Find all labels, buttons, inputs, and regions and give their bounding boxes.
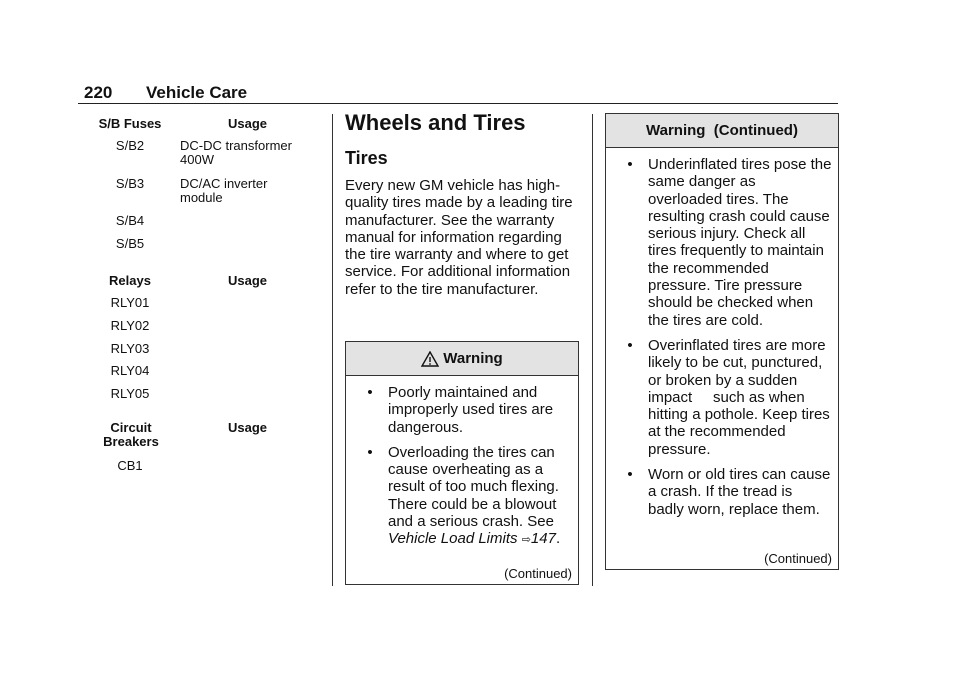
column-header: Relays — [109, 273, 151, 288]
fuse-id: S/B4 — [115, 213, 145, 228]
fuse-usage: DC-DC transformer 400W — [180, 138, 292, 167]
warning-text: Overloading the tires can cause overheating as a result of too much flexing. There could be a blowout and a serious crash. See — [388, 443, 559, 531]
page-number: 220 — [84, 83, 113, 102]
heading-wheels-and-tires: Wheels and Tires — [345, 110, 526, 135]
column-divider — [592, 114, 593, 586]
fuse-usage: DC/AC inverter module — [180, 176, 268, 205]
warning-header — [606, 114, 838, 148]
section-title: Vehicle Care — [146, 83, 248, 102]
fuse-id: S/B2 — [115, 138, 145, 153]
relay-id: RLY03 — [110, 341, 150, 356]
relay-id: RLY05 — [110, 386, 150, 401]
warning-continued-box — [605, 113, 839, 570]
warning-title: Warning (Continued) — [646, 122, 798, 139]
warning-item: • Overinflated tires are more likely to be cut, punctured, or broken by a sudden impact such as when hitting a pothole. Keep tires at the recommended pressure. — [627, 336, 834, 458]
column-header: Circuit Breakers — [103, 420, 159, 449]
warning-item: • Underinflated tires pose the same danger as overloaded tires. The resulting crash could cause serious injury. Check all tires frequently to maintain the recommended pressure. Tire pressure should be checked when the tires are cold. — [627, 156, 832, 329]
warning-text: Poorly maintained and improperly used tires are dangerous. — [388, 384, 554, 436]
relay-id: RLY01 — [110, 295, 150, 310]
warning-box — [345, 341, 579, 585]
header-rule — [78, 103, 838, 104]
page-ref[interactable]: 147 — [530, 530, 556, 548]
page-ref-arrow-icon: ⇨ — [521, 534, 531, 547]
heading-tires: Tires — [345, 148, 388, 168]
continued-label: (Continued) — [764, 551, 832, 566]
relay-id: RLY02 — [110, 318, 150, 333]
warning-item: • Poorly maintained and improperly used tires are dangerous. — [352, 384, 572, 436]
warning-triangle-icon — [421, 351, 439, 367]
warning-title: Warning — [443, 350, 503, 367]
tires-paragraph: Every new GM vehicle has high-quality tires made by a leading tire manufacturer. See the warranty manual for information regarding the tire warranty and where to get service. For additional information refer to the tire manufacturer. — [345, 177, 573, 298]
column-header: Usage — [227, 420, 268, 435]
continued-label: (Continued) — [504, 566, 572, 581]
warning-text: Underinflated tires pose the same danger as overloaded tires. The resulting crash could cause serious injury. Check all tires frequently to maintain the recommended pressure. Tire pressure should be checked when the tires are cold. — [648, 156, 832, 329]
column-header: Usage — [227, 273, 268, 288]
breaker-id: CB1 — [117, 458, 143, 473]
column-header: S/B Fuses — [98, 116, 162, 131]
column-divider — [332, 114, 333, 586]
warning-text: Overinflated tires are more likely to be cut, punctured, or broken by a sudden impact such as when hitting a pothole. Keep tires at the recommended pressure. — [648, 336, 834, 458]
column-header: Usage — [227, 116, 268, 131]
warning-item: • Overloading the tires can cause overheating as a result of too much flexing. There could be a blowout and a serious crash. See Vehicle Load Limits ⇨147. — [367, 443, 561, 548]
warning-item: • Worn or old tires can cause a crash. If the tread is badly worn, replace them. — [627, 466, 831, 518]
warning-header — [346, 342, 578, 376]
warning-text: Worn or old tires can cause a crash. If the tread is badly worn, replace them. — [648, 466, 831, 518]
vehicle-load-limits-link[interactable]: Vehicle Load Limits — [388, 530, 518, 548]
fuse-id: S/B3 — [115, 176, 145, 191]
fuse-id: S/B5 — [115, 236, 145, 251]
relay-id: RLY04 — [110, 363, 150, 378]
punctuation: . — [555, 530, 561, 548]
